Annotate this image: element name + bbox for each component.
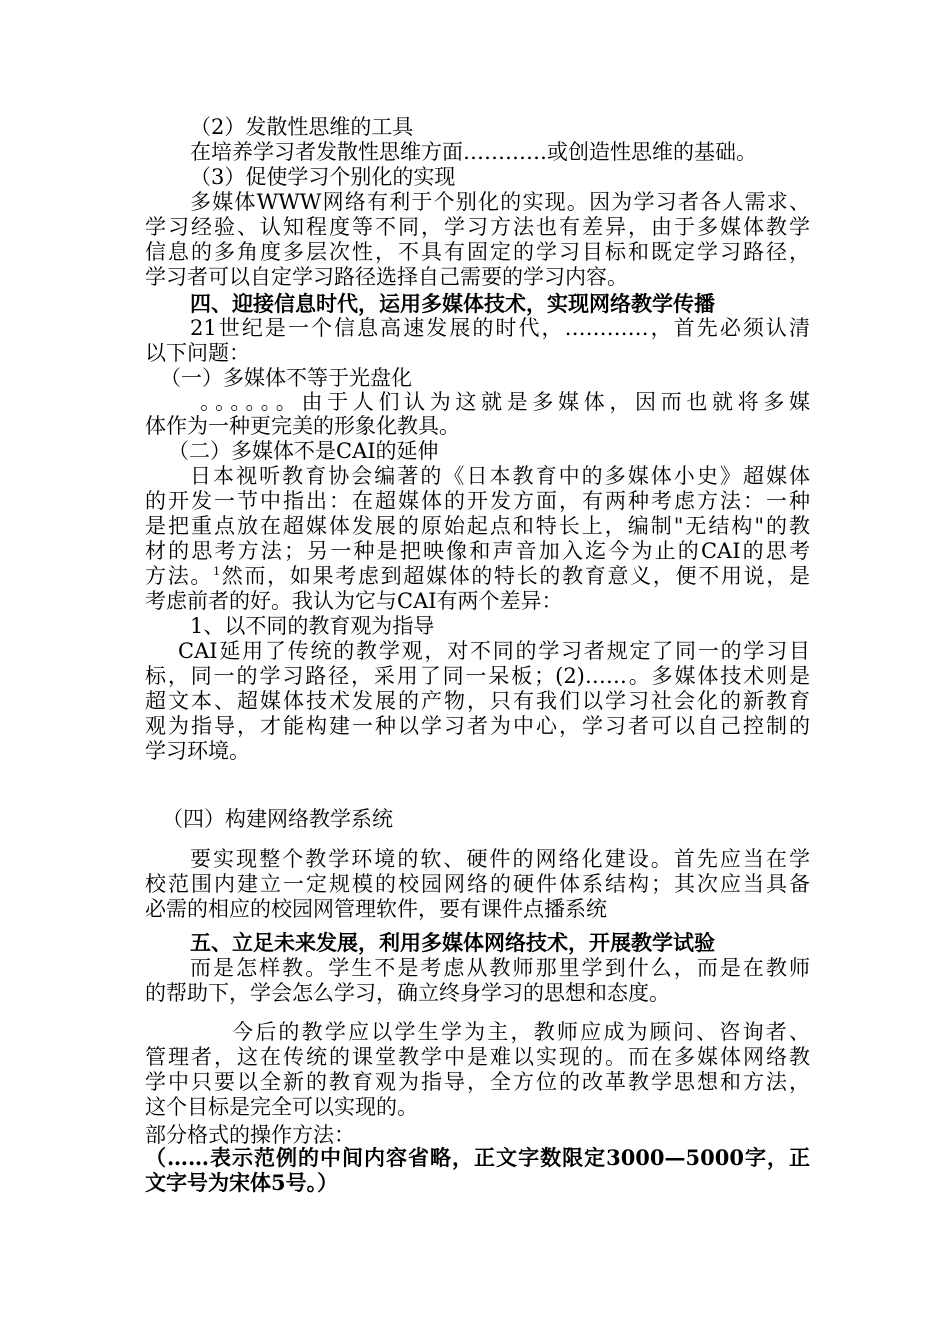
- paragraph-line: 多媒体WWW网络有利于个别化的实现。因为学习者各人需求、: [190, 190, 810, 214]
- paragraph-line: 日本视听教育协会编著的《日本教育中的多媒体小史》超媒体: [190, 464, 810, 488]
- subheading-individualized-learning: （3）促使学习个别化的实现: [190, 165, 456, 189]
- format-note-line: （……表示范例的中间内容省略，正文字数限定3000—5000字，正: [145, 1145, 810, 1170]
- format-note-line: 文字号为宋体5号。）: [145, 1170, 339, 1195]
- paragraph-line: 管理者，这在传统的课堂教学中是难以实现的。而在多媒体网络教: [145, 1045, 810, 1069]
- paragraph-line: 这个目标是完全可以实现的。: [145, 1095, 418, 1119]
- footnote-marker: 1: [213, 565, 221, 578]
- subheading-divergent-thinking: （2）发散性思维的工具: [190, 115, 414, 139]
- paragraph-line: 信息的多角度多层次性，不具有固定的学习目标和既定学习路径，: [145, 240, 810, 264]
- paragraph-line: 是把重点放在超媒体发展的原始起点和特长上，编制"无结构"的教: [145, 514, 810, 538]
- paragraph-line: 。。。。。。由于人们认为这就是多媒体，因而也就将多媒: [200, 390, 810, 414]
- subheading-network-system: （四）构建网络教学系统: [162, 807, 393, 831]
- paragraph-line: 材的思考方法；另一种是把映像和声音加入迄今为止的CAI的思考: [145, 539, 810, 563]
- format-instructions-heading: 部分格式的操作方法：: [145, 1123, 355, 1147]
- paragraph-line: 校范围内建立一定规模的校园网络的硬件体系结构；其次应当具备: [145, 872, 810, 896]
- subheading-different-view: 1、以不同的教育观为指导: [190, 614, 435, 638]
- paragraph-line: 学中只要以全新的教育观为指导，全方位的改革教学思想和方法，: [145, 1070, 810, 1094]
- paragraph-line: 观为指导，才能构建一种以学习者为中心，学习者可以自己控制的: [145, 714, 810, 738]
- paragraph-line: 21世纪是一个信息高速发展的时代，…………，首先必须认清: [190, 316, 810, 340]
- subheading-not-cd: （一）多媒体不等于光盘化: [160, 366, 412, 390]
- paragraph-line-with-footnote: [145, 564, 810, 589]
- paragraph-line: CAI延用了传统的教学观，对不同的学习者规定了同一的学习目: [178, 639, 810, 663]
- line-text: 然而，如果考虑到超媒体的特长的教育意义，便不用说，是: [220, 564, 810, 588]
- paragraph-line: 考虑前者的好。我认为它与CAI有两个差异：: [145, 589, 563, 613]
- paragraph-line: 学习经验、认知程度等不同，学习方法也有差异，由于多媒体教学: [145, 215, 810, 239]
- paragraph-line: 学习者可以自定学习路径选择自己需要的学习内容。: [145, 265, 628, 289]
- paragraph-line: 体作为一种更完美的形象化教具。: [145, 414, 460, 438]
- section-heading-4: 四、迎接信息时代，运用多媒体技术，实现网络教学传播: [190, 291, 715, 316]
- paragraph-line: 要实现整个教学环境的软、硬件的网络化建设。首先应当在学: [190, 847, 810, 871]
- paragraph-line: 标，同一的学习路径，采用了同一呆板；(2)……。多媒体技术则是: [145, 664, 810, 688]
- paragraph-line: 的帮助下，学会怎么学习，确立终身学习的思想和态度。: [145, 981, 670, 1005]
- paragraph-line: 的开发一节中指出：在超媒体的开发方面，有两种考虑方法：一种: [145, 489, 810, 513]
- paragraph-line: 在培养学习者发散性思维方面…………或创造性思维的基础。: [190, 140, 757, 164]
- paragraph-line: 超文本、超媒体技术发展的产物，只有我们以学习社会化的新教育: [145, 689, 810, 713]
- paragraph-line: 今后的教学应以学生学为主，教师应成为顾问、咨询者、: [232, 1020, 810, 1044]
- paragraph-line: 学习环境。: [145, 739, 250, 763]
- paragraph-line: 而是怎样教。学生不是考虑从教师那里学到什么，而是在教师: [190, 956, 810, 980]
- line-text: 方法。: [145, 564, 214, 588]
- subheading-not-cai: （二）多媒体不是CAI的延伸: [168, 439, 439, 463]
- paragraph-line: 以下问题：: [145, 341, 250, 365]
- paragraph-line: 必需的相应的校园网管理软件，要有课件点播系统: [145, 897, 607, 921]
- section-heading-5: 五、立足未来发展，利用多媒体网络技术，开展教学试验: [190, 930, 715, 955]
